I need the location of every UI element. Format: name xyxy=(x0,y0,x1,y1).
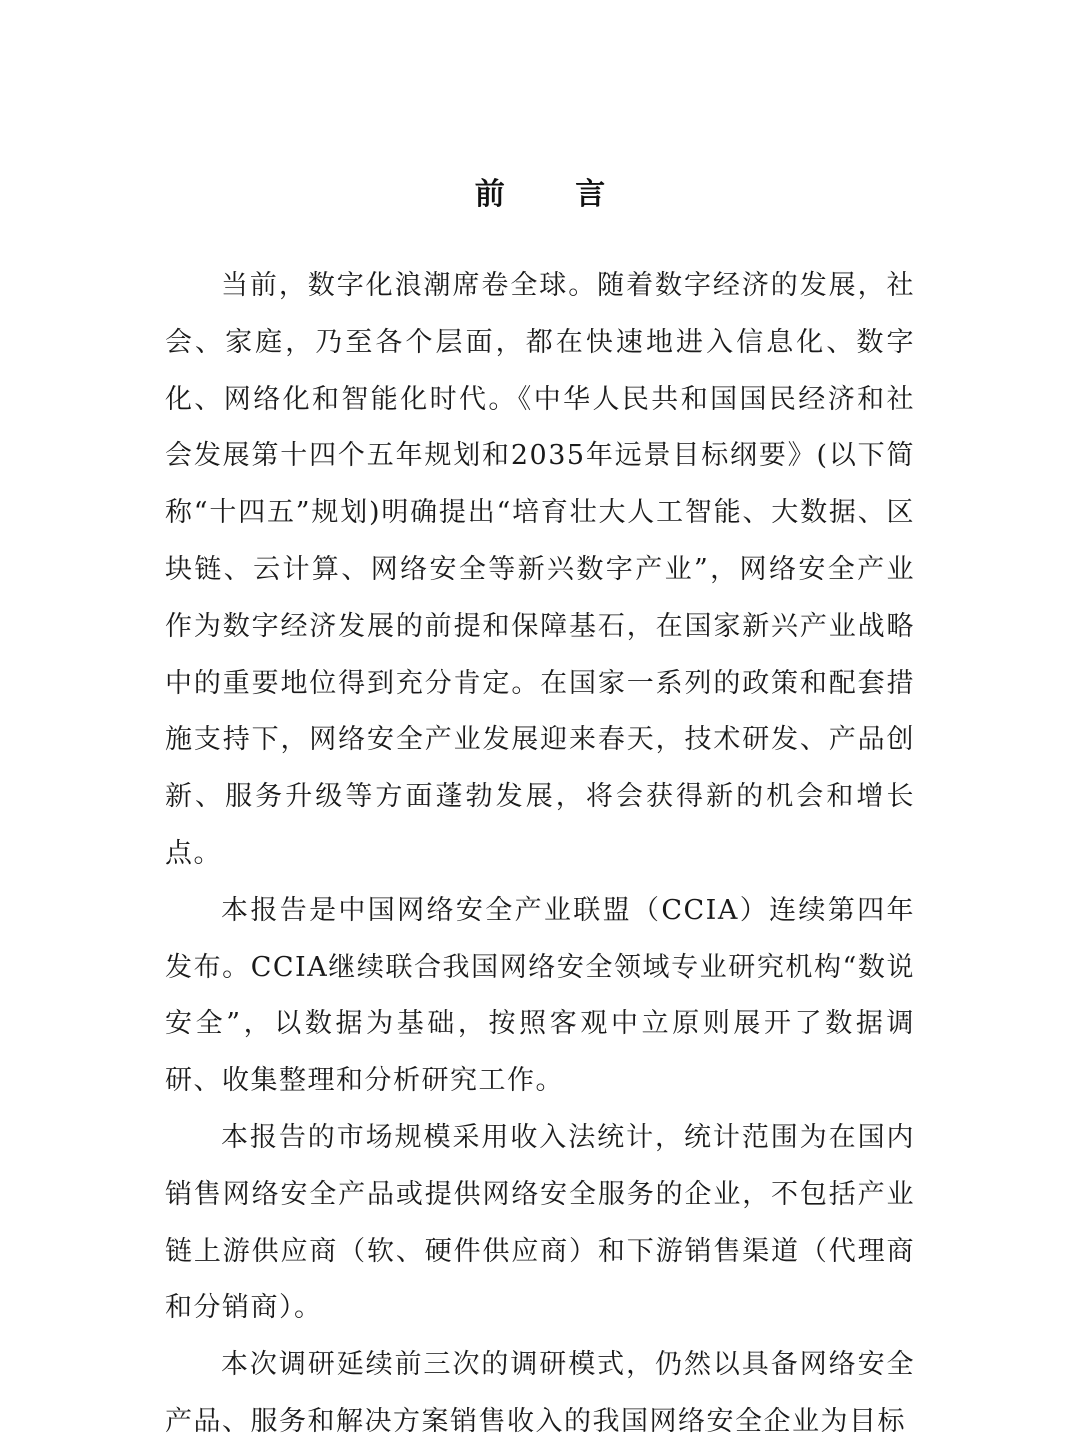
document-body xyxy=(165,258,915,1451)
paragraph: 本报告是中国网络安全产业联盟（CCIA）连续第四年发布。CCIA继续联合我国网络安全领域专业研究机构“数说安全”，以数据为基础，按照客观中立原则展开了数据调研、收集整理和分析研究工作。 xyxy=(165,894,915,1097)
paragraph: 当前，数字化浪潮席卷全球。随着数字经济的发展，社会、家庭，乃至各个层面，都在快速地进入信息化、数字化、网络化和智能化时代。《中华人民共和国国民经济和社会发展第十四个五年规划和2035年远景目标纲要》(以下简称“十四五”规划)明确提出“培育壮大人工智能、大数据、区块链、云计算、网络安全等新兴数字产业”，网络安全产业作为数字经济发展的前提和保障基石，在国家新兴产业战略中的重要地位得到充分肯定。在国家一系列的政策和配套措施支持下，网络安全产业发展迎来春天，技术研发、产品创新、服务升级等方面蓬勃发展，将会获得新的机会和增长点。 xyxy=(165,270,915,869)
paragraph: 本报告的市场规模采用收入法统计，统计范围为在国内销售网络安全产品或提供网络安全服务的企业，不包括产业链上游供应商（软、硬件供应商）和下游销售渠道（代理商和分销商）。 xyxy=(165,1121,915,1324)
page-title: 前 言 xyxy=(474,177,636,212)
paragraph: 本次调研延续前三次的调研模式，仍然以具备网络安全产品、服务和解决方案销售收入的我国网络安全企业为目标 xyxy=(165,1349,915,1437)
